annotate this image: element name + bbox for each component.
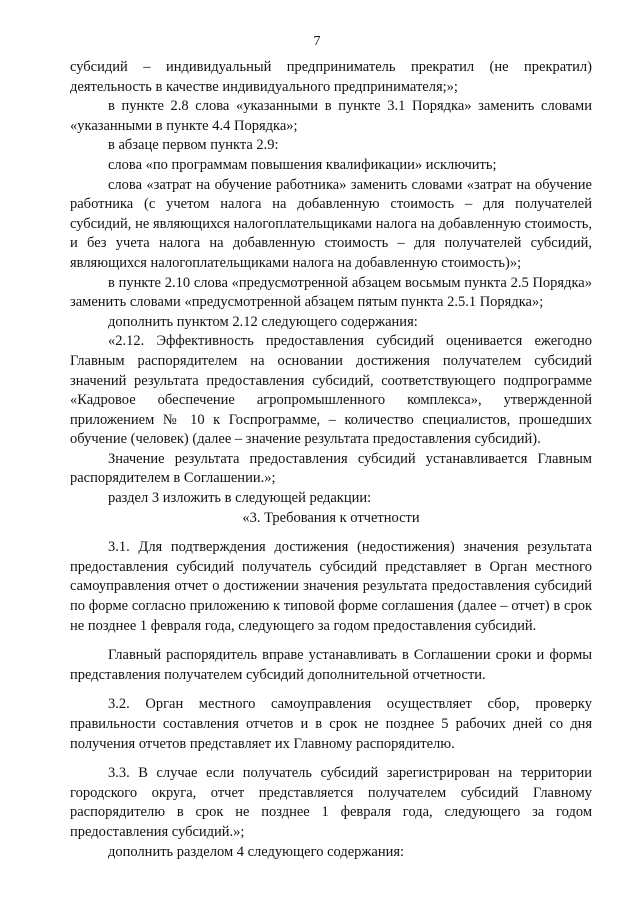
paragraph-result-value: Значение результата предоставления субсидий устанавливается Главным распорядителем в Соглашении.»; [70, 450, 592, 487]
paragraph-3-3: 3.3. В случае если получатель субсидий зарегистрирован на территории городского округа, отчет представляется получателем субсидий Главному распорядителю в срок не позднее 1 февраля года, следующего за годом предоставления субсидий.»; [70, 765, 592, 840]
paragraph-add-section-4: дополнить разделом 4 следующего содержания: [108, 843, 405, 860]
paragraph-add-2-12: дополнить пунктом 2.12 следующего содержания: [108, 313, 418, 330]
paragraph-gap [70, 685, 592, 695]
paragraph-replace-words: слова «затрат на обучение работника» заменить словами «затрат на обучение работника (с учетом налога на добавленную стоимость – для получателей субсидий, не являющихся налогоплательщиками налога на добавленную стоимость, и без учета налога на добавленную стоимость – для получателей субсидий, являющихся налогоплательщиками налога на добавленную стоимость)»; [70, 176, 592, 271]
paragraph-exclude-words: слова «по программам повышения квалификации» исключить; [108, 156, 497, 173]
document-body [70, 58, 592, 862]
paragraph-section-3-intro: раздел 3 изложить в следующей редакции: [108, 490, 372, 507]
paragraph-item-2-8: в пункте 2.8 слова «указанными в пункте 3.1 Порядка» заменить словами «указанными в пункте 4.4 Порядка»; [70, 98, 592, 134]
paragraph-additional-reporting: Главный распорядитель вправе устанавливать в Соглашении сроки и формы представления получателем субсидий дополнительной отчетности. [70, 647, 592, 683]
paragraph-item-2-10: в пункте 2.10 слова «предусмотренной абзацем восьмым пункта 2.5 Порядка» заменить словами «предусмотренной абзацем пятым пункта 2.5.1 Порядка»; [70, 274, 592, 311]
paragraph-item-2-9: в абзаце первом пункта 2.9: [108, 137, 279, 154]
paragraph-3-2: 3.2. Орган местного самоуправления осуществляет сбор, проверку правильности составления отчетов и в срок не позднее 5 рабочих дней со дня получения отчетов представляет их Главному распорядителю. [70, 696, 592, 752]
paragraph-2-12-text: «2.12. Эффективность предоставления субсидий оценивается ежегодно Главным распорядителем на основании достижения получателем субсидий значений результата предоставления субсидий, соответствующего подпрограмме «Кадровое обеспечение агропромышленного комплекса», утвержденной приложением № 10 к Госпрограмме, – количество специалистов, прошедших обучение (человек) (далее – значение результата предоставления субсидий). [70, 333, 592, 448]
section-3-heading: «3. Требования к отчетности [242, 509, 420, 526]
paragraph-gap [70, 636, 592, 646]
paragraph-3-1: 3.1. Для подтверждения достижения (недостижения) значения результата предоставления субсидий получатель субсидий представляет в Орган местного самоуправления отчет о достижении значения результата предоставления субсидий по форме согласно приложению к типовой форме соглашения (далее – отчет) в срок не позднее 1 февраля года, следующего за годом предоставления субсидий. [70, 539, 592, 634]
section-gap [70, 528, 592, 538]
paragraph-gap [70, 754, 592, 764]
page-number: 7 [313, 34, 321, 49]
paragraph-continuation: субсидий – индивидуальный предприниматель прекратил (не прекратил) деятельность в качестве индивидуального предпринимателя;»; [70, 59, 592, 95]
